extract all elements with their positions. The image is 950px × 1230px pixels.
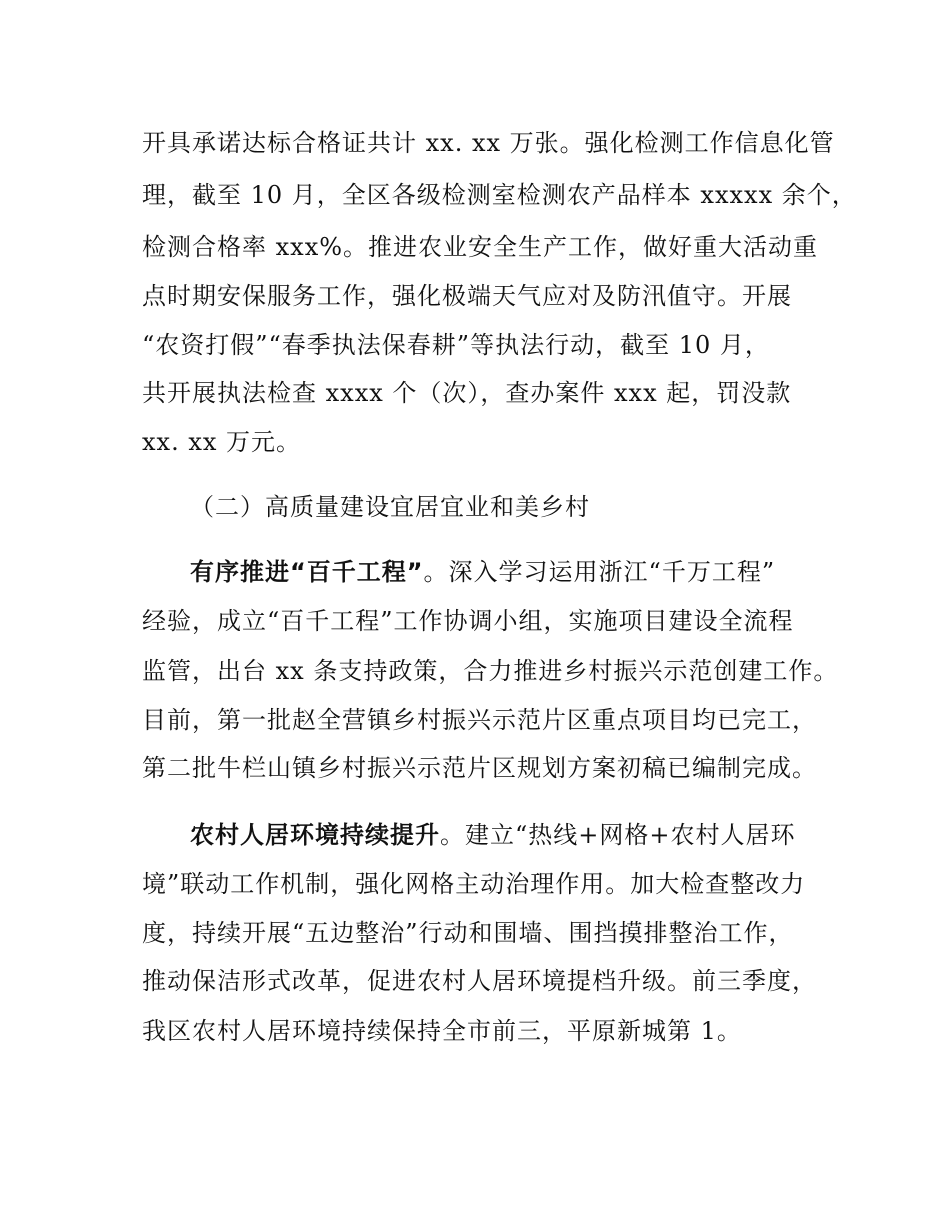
- text-line: 第二批牛栏山镇乡村振兴示范片区规划方案初稿已编制完成。: [142, 754, 817, 782]
- text-line: 度，持续开展“五边整治”行动和围墙、围挡摸排整治工作，: [142, 919, 794, 947]
- text-line: 点时期安保服务工作，强化极端天气应对及防汛值守。开展: [142, 282, 792, 310]
- text-line: 境”联动工作机制，强化网格主动治理作用。加大检查整改力: [142, 870, 806, 898]
- paragraph-lead: 农村人居环境持续提升: [190, 821, 440, 849]
- text-line: 目前，第一批赵全营镇乡村振兴示范片区重点项目均已完工，: [142, 706, 817, 734]
- text-line: 推动保洁形式改革，促进农村人居环境提档升级。前三季度，: [142, 967, 817, 995]
- text-line: 经验，成立“百千工程”工作协调小组，实施项目建设全流程: [142, 607, 794, 635]
- text-line: “农资打假”“春季执法保春耕”等执法行动，截至 10 月，: [142, 331, 770, 359]
- text-line: 共开展执法检查 xxxx 个（次），查办案件 xxx 起，罚没款: [142, 379, 792, 407]
- text-line: 开具承诺达标合格证共计 xx. xx 万张。强化检测工作信息化管: [142, 129, 835, 157]
- section-heading: （二）高质量建设宜居宜业和美乡村: [190, 493, 590, 521]
- text-line: 监管，出台 xx 条支持政策，合力推进乡村振兴示范创建工作。: [142, 657, 839, 685]
- text-line: 我区农村人居环境持续保持全市前三，平原新城第 1。: [142, 1017, 742, 1045]
- text-line: [190, 818, 796, 852]
- text-line: xx. xx 万元。: [142, 428, 302, 456]
- text-line: 理，截至 10 月，全区各级检测室检测农产品样本 xxxxx 余个，: [142, 181, 857, 209]
- text-line: 检测合格率 xxx%。推进农业安全生产工作，做好重大活动重: [142, 233, 819, 261]
- paragraph-text: 。深入学习运用浙江“千万工程”: [423, 558, 776, 586]
- paragraph-text: 。建立“热线+网格+农村人居环: [440, 821, 796, 849]
- paragraph-lead: 有序推进“百千工程”: [190, 558, 424, 586]
- text-line: [190, 555, 775, 589]
